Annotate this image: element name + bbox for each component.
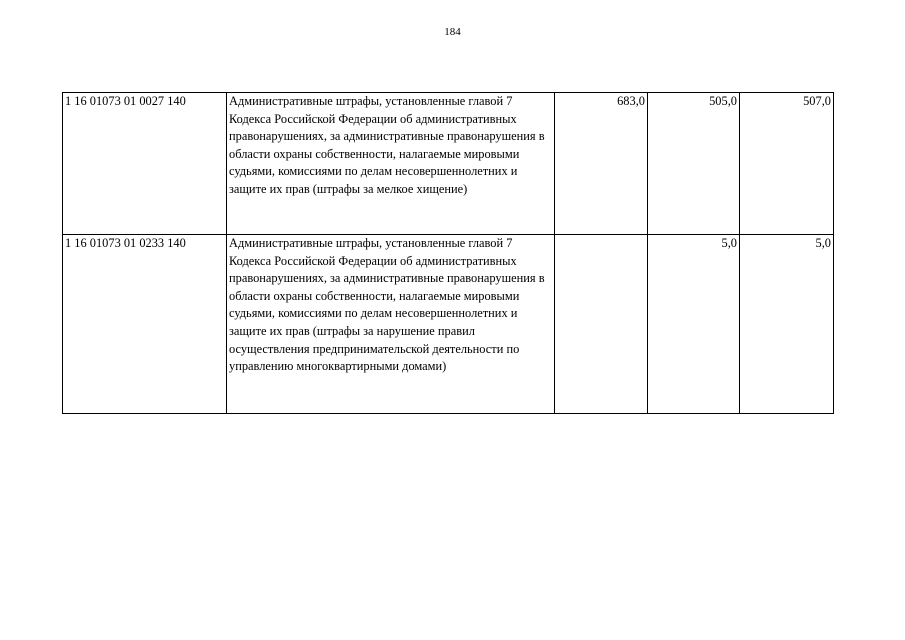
value-cell-2: 5,0 [648, 235, 740, 414]
budget-table [62, 92, 834, 414]
value-cell-3: 507,0 [740, 93, 834, 235]
value-cell-1 [555, 235, 648, 414]
value-cell-3: 5,0 [740, 235, 834, 414]
budget-code-cell: 1 16 01073 01 0027 140 [63, 93, 227, 235]
description-cell: Административные штрафы, установленные главой 7 Кодекса Российской Федерации об административных правонарушениях, за административные правонарушения в области охраны собственности, налагаемые мировыми судьями, комиссиями по делам несовершеннолетних и защите их прав (штрафы за мелкое хищение) [227, 93, 555, 235]
value-cell-1: 683,0 [555, 93, 648, 235]
table-row [63, 235, 834, 414]
table-row [63, 93, 834, 235]
page-number: 184 [444, 26, 461, 38]
value-cell-2: 505,0 [648, 93, 740, 235]
description-cell: Административные штрафы, установленные главой 7 Кодекса Российской Федерации об административных правонарушениях, за административные правонарушения в области охраны собственности, налагаемые мировыми судьями, комиссиями по делам несовершеннолетних и защите их прав (штрафы за нарушение правил осуществления предпринимательской деятельности по управлению многоквартирными домами) [227, 235, 555, 414]
budget-code-cell: 1 16 01073 01 0233 140 [63, 235, 227, 414]
